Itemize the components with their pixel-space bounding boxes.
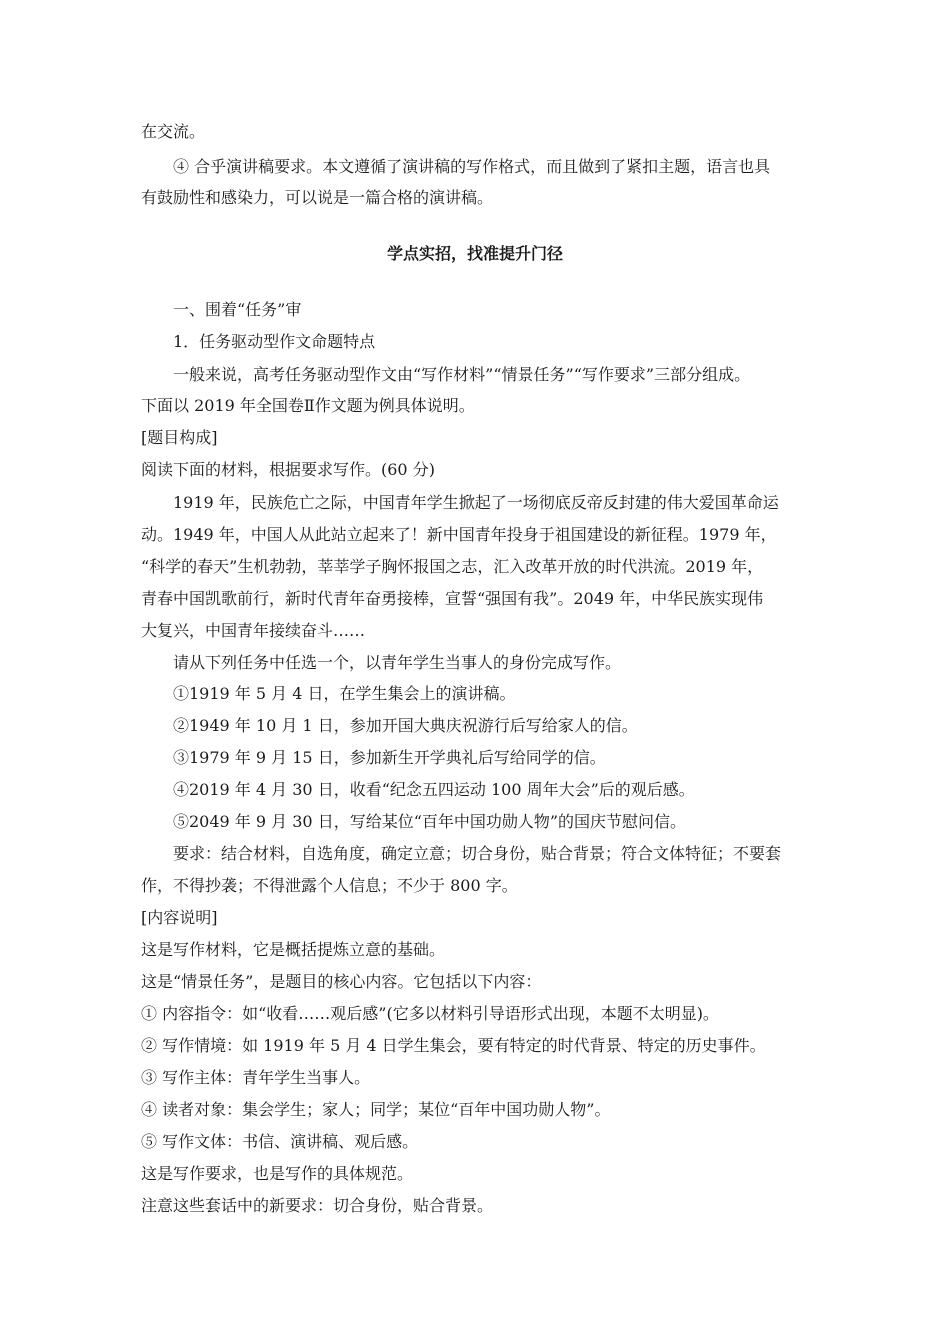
text-line: 下面以 2019 年全国卷Ⅱ作文题为例具体说明。 <box>141 396 475 415</box>
text-line: ⑤2049 年 9 月 30 日，写给某位“百年中国功勋人物”的国庆节慰问信。 <box>173 812 687 831</box>
text-line: ④ 读者对象：集会学生；家人；同学；某位“百年中国功勋人物”。 <box>141 1100 611 1119</box>
text-line: ② 写作情境：如 1919 年 5 月 4 日学生集会，要有特定的时代背景、特定的历史事件。 <box>141 1036 766 1055</box>
text-line: 请从下列任务中任选一个，以青年学生当事人的身份完成写作。 <box>173 653 622 672</box>
text-line: ①1919 年 5 月 4 日，在学生集会上的演讲稿。 <box>173 684 516 703</box>
text-line: 在交流。 <box>141 122 206 141</box>
text-line: 一、围着“任务”审 <box>173 300 302 319</box>
text-line: ④ 合乎演讲稿要求。本文遵循了演讲稿的写作格式，而且做到了紧扣主题，语言也具 <box>173 157 771 176</box>
text-line: 1919 年，民族危亡之际，中国青年学生掀起了一场彻底反帝反封建的伟大爱国革命运 <box>173 493 779 512</box>
text-line: 这是写作材料，它是概括提炼立意的基础。 <box>141 940 446 959</box>
text-line: “科学的春天”生机勃勃，莘莘学子胸怀报国之志，汇入改革开放的时代洪流。2019 年， <box>141 557 764 576</box>
text-line: 这是“情景任务”，是题目的核心内容。它包括以下内容： <box>141 972 542 991</box>
text-line: ⑤ 写作文体：书信、演讲稿、观后感。 <box>141 1132 419 1151</box>
text-line: ③ 写作主体：青年学生当事人。 <box>141 1068 371 1087</box>
text-line: ④2019 年 4 月 30 日，收看“纪念五四运动 100 周年大会”后的观后感。 <box>173 780 695 799</box>
text-line: 注意这些套话中的新要求：切合身份，贴合背景。 <box>141 1196 494 1215</box>
text-line: 有鼓励性和感染力，可以说是一篇合格的演讲稿。 <box>141 188 494 207</box>
text-line: 一般来说，高考任务驱动型作文由“写作材料”“情景任务”“写作要求”三部分组成。 <box>173 365 751 384</box>
text-line: ③1979 年 9 月 15 日，参加新生开学典礼后写给同学的信。 <box>173 748 606 767</box>
text-line: 要求：结合材料，自选角度，确定立意；切合身份，贴合背景；符合文体特征；不要套 <box>173 844 782 863</box>
text-line: 1．任务驱动型作文命题特点 <box>173 332 376 351</box>
text-line: 这是写作要求，也是写作的具体规范。 <box>141 1164 414 1183</box>
text-line: 阅读下面的材料，根据要求写作。(60 分) <box>141 460 435 479</box>
text-line: ②1949 年 10 月 1 日，参加开国大典庆祝游行后写给家人的信。 <box>173 716 638 735</box>
text-line: 动。1949 年，中国人从此站立起来了！新中国青年投身于祖国建设的新征程。1979 年， <box>141 525 777 544</box>
text-line: [题目构成] <box>141 428 218 447</box>
section-heading: 学点实招，找准提升门径 <box>386 244 563 263</box>
text-line: [内容说明] <box>141 908 218 927</box>
text-line: 青春中国凯歌前行，新时代青年奋勇接棒，宣誓“强国有我”。2049 年，中华民族实现伟 <box>141 589 764 608</box>
text-line: ① 内容指令：如“收看……观后感”(它多以材料引导语形式出现，本题不太明显)。 <box>141 1004 719 1023</box>
text-line: 作，不得抄袭；不得泄露个人信息；不少于 800 字。 <box>141 876 518 895</box>
text-line: 大复兴，中国青年接续奋斗…… <box>141 621 366 640</box>
